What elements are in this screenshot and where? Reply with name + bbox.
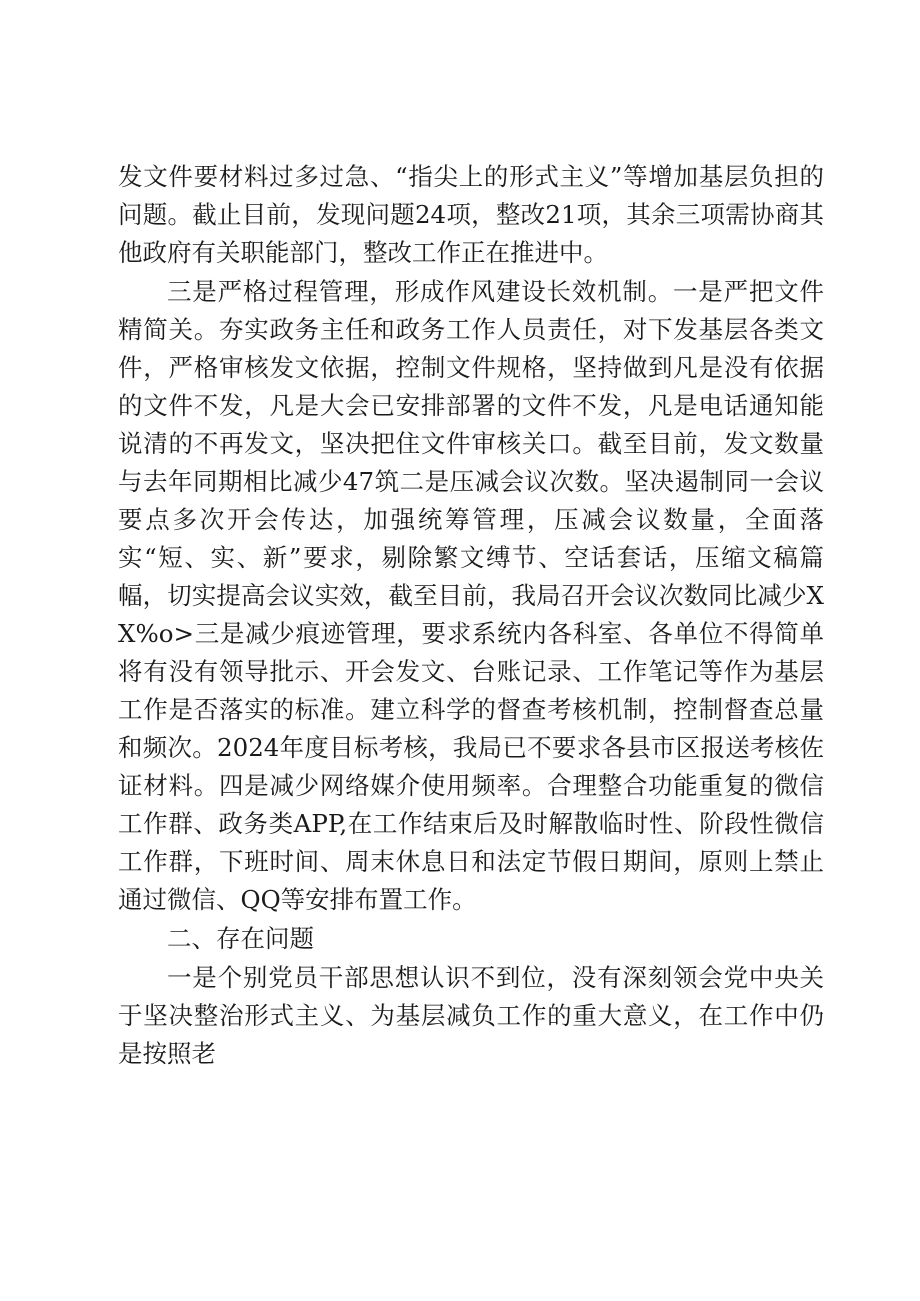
paragraph-problem-one: 一是个别党员干部思想认识不到位，没有深刻领会党中央关于坚决整治形式主义、为基层减负工作的重大意义，在工作中仍是按照老 [118, 963, 824, 1068]
paragraph-process-management: 三是严格过程管理，形成作风建设长效机制。一是严把文件精简关。夯实政务主任和政务工作人员责任，对下发基层各类文件，严格审核发文依据，控制文件规格，坚持做到凡是没有依据的文件不发，凡是大会已安排部署的文件不发，凡是电话通知能说清的不再发文，坚决把住文件审核关口。截至目前，发文数量与去年同期相比减少47筑二是压减会议次数。坚决遏制同一会议要点多次开会传达，加强统筹管理，压减会议数量，全面落实“短、实、新”要求，剔除繁文缚节、空话套话，压缩文稿篇幅，切实提高会议实效，截至目前，我局召开会议次数同比减少XX%o>三是减少痕迹管理，要求系统内各科室、各单位不得简单将有没有领导批示、开会发文、台账记录、工作笔记等作为基层工作是否落实的标准。建立科学的督查考核机制，控制督查总量和频次。2024年度目标考核，我局已不要求各县市区报送考核佐证材料。四是减少网络媒介使用频率。合理整合功能重复的微信工作群、政务类APP,在工作结束后及时解散临时性、阶段性微信工作群，下班时间、周末休息日和法定节假日期间，原则上禁止通过微信、QQ等安排布置工作。 [118, 277, 824, 914]
section-heading-existing-problems: 二、存在问题 [167, 924, 314, 953]
paragraph-rectification-status: 发文件要材料过多过急、“指尖上的形式主义”等增加基层负担的问题。截止目前，发现问题24项，整改21项，其余三项需协商其他政府有关职能部门，整改工作正在推进中。 [118, 162, 824, 267]
document-body [118, 158, 824, 1073]
